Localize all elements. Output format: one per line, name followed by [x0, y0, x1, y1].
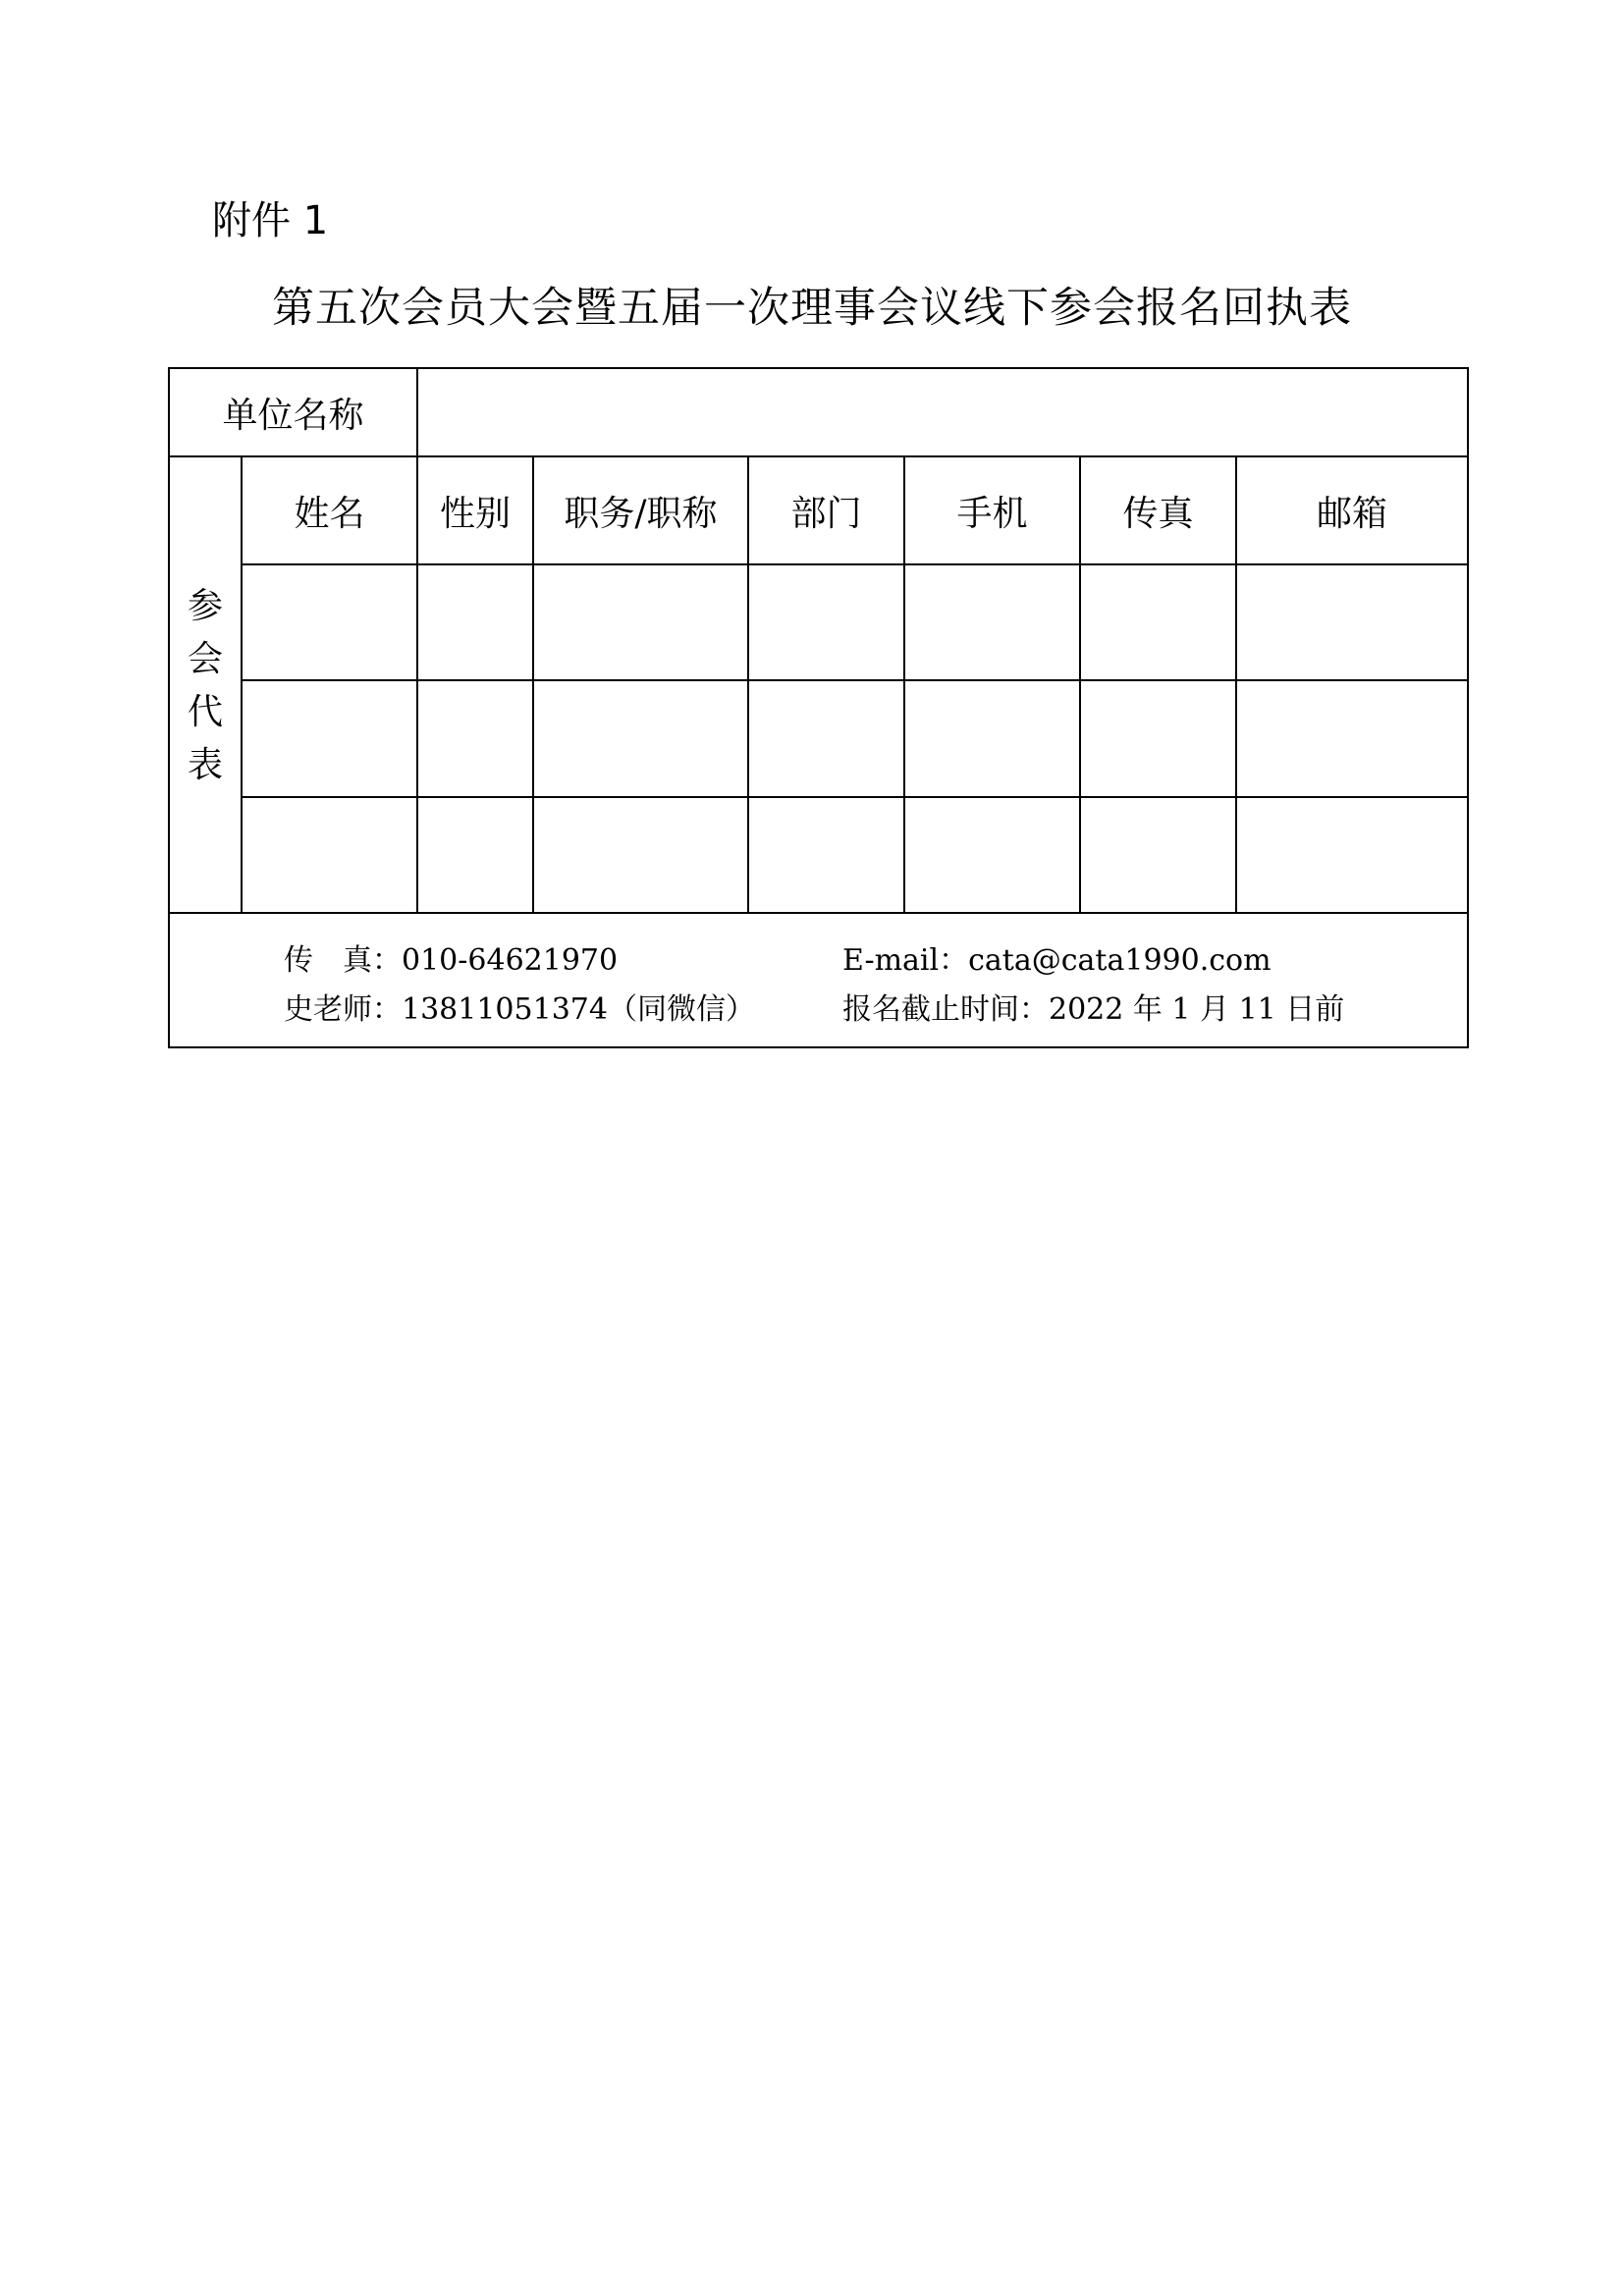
document-title: 第五次会员大会暨五届一次理事会议线下参会报名回执表 [272, 284, 1352, 333]
attendee-section-char: 参 [187, 585, 223, 626]
table-cell-name[interactable] [243, 565, 416, 679]
table-cell-department[interactable] [749, 798, 903, 912]
registration-deadline: 报名截止时间：2022 年 1 月 11 日前 [842, 992, 1345, 1027]
column-header-department: 部门 [790, 493, 862, 534]
table-rule-grid-bottom [170, 912, 1467, 914]
table-cell-gender[interactable] [418, 565, 532, 679]
table-cell-gender[interactable] [418, 681, 532, 796]
table-cell-email[interactable] [1237, 565, 1467, 679]
table-cell-fax[interactable] [1081, 681, 1235, 796]
column-header-name: 姓名 [294, 493, 365, 534]
column-header-mobile: 手机 [956, 493, 1028, 534]
table-cell-email[interactable] [1237, 798, 1467, 912]
table-cell-name[interactable] [243, 681, 416, 796]
unit-name-label: 单位名称 [222, 395, 364, 436]
table-cell-name[interactable] [243, 798, 416, 912]
contact-teacher: 史老师：13811051374（同微信） [284, 992, 755, 1027]
attachment-label: 附件 1 [212, 198, 329, 243]
attendee-section-char: 代 [187, 691, 223, 732]
attendee-section-char: 会 [187, 638, 223, 679]
table-cell-fax[interactable] [1081, 565, 1235, 679]
table-cell-fax[interactable] [1081, 798, 1235, 912]
column-header-gender: 性别 [439, 493, 511, 534]
column-header-fax: 传真 [1122, 493, 1194, 534]
table-cell-mobile[interactable] [905, 798, 1079, 912]
table-cell-mobile[interactable] [905, 681, 1079, 796]
contact-fax: 传 真：010-64621970 [284, 943, 619, 978]
table-cell-position-title[interactable] [534, 681, 747, 796]
unit-name-field[interactable] [418, 369, 1467, 455]
table-cell-email[interactable] [1237, 681, 1467, 796]
column-header-email: 邮箱 [1316, 493, 1387, 534]
table-cell-department[interactable] [749, 681, 903, 796]
table-cell-gender[interactable] [418, 798, 532, 912]
table-cell-position-title[interactable] [534, 798, 747, 912]
registration-form-table [168, 367, 1469, 1048]
attendee-section-char: 表 [187, 744, 223, 785]
attendee-section-label [170, 457, 241, 914]
table-cell-department[interactable] [749, 565, 903, 679]
contact-email: E-mail：cata@cata1990.com [842, 943, 1272, 978]
table-cell-position-title[interactable] [534, 565, 747, 679]
column-header-position-title: 职务/职称 [564, 493, 718, 534]
table-cell-mobile[interactable] [905, 565, 1079, 679]
